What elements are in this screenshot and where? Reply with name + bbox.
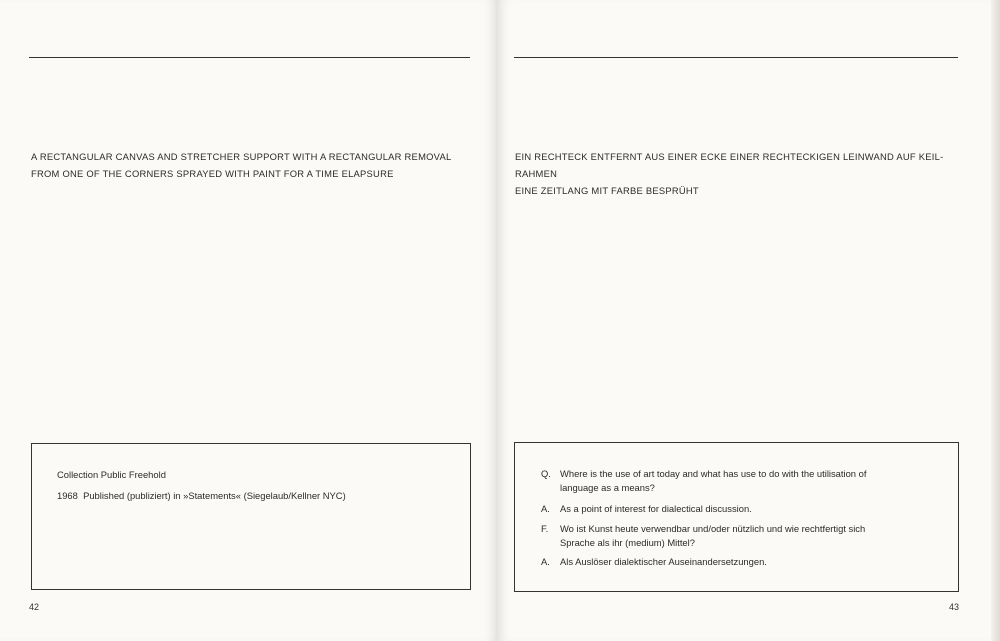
statement-line: A RECTANGULAR CANVAS AND STRETCHER SUPPORT WITH A RECTANGULAR REMOVAL [31,151,452,162]
qa-text-line: Wo ist Kunst heute verwendbar und/oder nützlich und wie rechtfertigt sich [560,523,866,534]
book-edge [991,0,1000,641]
statement-english [31,148,451,182]
info-box [31,443,471,590]
qa-letter: A. [541,556,550,567]
statement-german [515,148,943,199]
right-page [497,0,991,641]
page-number: 42 [29,602,40,612]
qa-text-line: Sprache als ihr (medium) Mittel? [560,537,695,548]
top-rule [29,57,470,58]
collection-line: Collection Public Freehold [57,469,166,480]
qa-text-line: Where is the use of art today and what has use to do with the utilisation of [560,468,867,479]
qa-text-line: Als Auslöser dialektischer Auseinandersetzungen. [560,556,767,567]
qa-box [514,442,959,592]
qa-letter: Q. [541,468,551,479]
statement-line: EIN RECHTECK ENTFERNT AUS EINER ECKE EINER RECHTECKIGEN LEINWAND AUF KEIL- [515,151,944,162]
statement-line: FROM ONE OF THE CORNERS SPRAYED WITH PAINT FOR A TIME ELAPSURE [31,168,394,179]
publication-line: 1968 Published (publiziert) in »Statements« (Siegelaub/Kellner NYC) [57,490,346,501]
statement-line: RAHMEN [515,168,558,179]
qa-text-line: language as a means? [560,482,655,493]
qa-letter: A. [541,503,550,514]
qa-letter: F. [541,523,549,534]
page-number: 43 [949,602,960,612]
qa-text-line: As a point of interest for dialectical discussion. [560,503,752,514]
statement-line: EINE ZEITLANG MIT FARBE BESPRÜHT [515,185,699,196]
top-rule [514,57,958,58]
left-page [0,0,497,641]
